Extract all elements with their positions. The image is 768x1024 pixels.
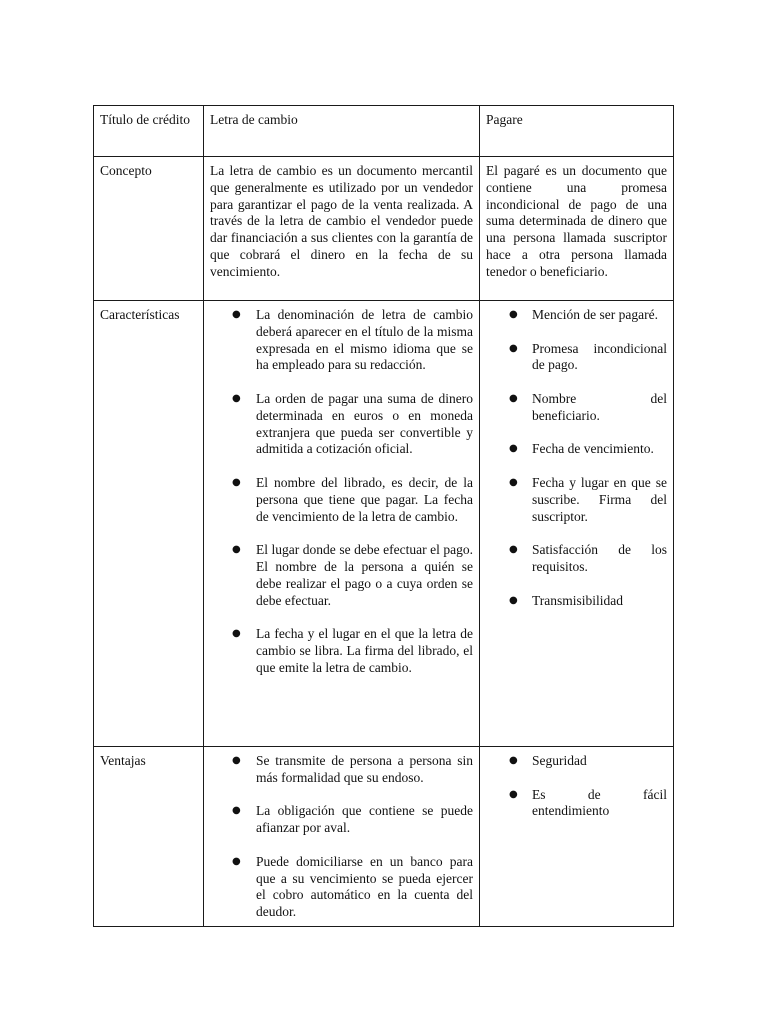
caracteristicas-pagare-cell: [480, 301, 674, 747]
row-label-ventajas: Ventajas: [94, 747, 204, 927]
list-item: ● La obligación que contiene se puede afianzar por aval.: [210, 803, 473, 837]
list-item: ● Nombre del beneficiario.: [486, 391, 667, 425]
row-label-concepto: Concepto: [94, 157, 204, 301]
list-item: ● Promesa incondicional de pago.: [486, 341, 667, 375]
list-item: ● La orden de pagar una suma de dinero determinada en euros o en moneda extranjera que pueda ser convertible y admitida a cotización oficial.: [210, 391, 473, 458]
comparison-table: [93, 105, 674, 927]
list-item: ● Seguridad: [486, 753, 667, 770]
list-item: ● Transmisibilidad: [486, 593, 667, 610]
row-label-caracteristicas: Características: [94, 301, 204, 747]
list-item: ● Es de fácil entendimiento: [486, 787, 667, 821]
list-item: ● Fecha de vencimiento.: [486, 441, 667, 458]
ventajas-pagare-list: [486, 753, 667, 820]
list-item: ● Se transmite de persona a persona sin más formalidad que su endoso.: [210, 753, 473, 787]
header-cell-letra: Letra de cambio: [204, 106, 480, 157]
row-ventajas: [94, 747, 674, 927]
header-cell-titulo: Título de crédito: [94, 106, 204, 157]
list-item: ● Puede domiciliarse en un banco para que a su vencimiento se pueda ejercer el cobro automático en la cuenta del deudor.: [210, 854, 473, 921]
list-item: ● Fecha y lugar en que se suscribe. Firma del suscriptor.: [486, 475, 667, 525]
caracteristicas-letra-cell: [204, 301, 480, 747]
list-item: ● La fecha y el lugar en el que la letra de cambio se libra. La firma del librado, el que emite la letra de cambio.: [210, 626, 473, 676]
caracteristicas-letra-list: [210, 307, 473, 677]
ventajas-letra-list: [210, 753, 473, 921]
row-caracteristicas: [94, 301, 674, 747]
header-cell-pagare: Pagare: [480, 106, 674, 157]
caracteristicas-pagare-list: [486, 307, 667, 609]
row-concepto: [94, 157, 674, 301]
concepto-letra-cell: La letra de cambio es un documento mercantil que generalmente es utilizado por un vendedor para garantizar el pago de la venta realizada. A través de la letra de cambio el vendedor puede dar financiación a sus clientes con la garantía de que cobrará el dinero en la fecha de su vencimiento.: [204, 157, 480, 301]
ventajas-pagare-cell: [480, 747, 674, 927]
list-item: ● El nombre del librado, es decir, de la persona que tiene que pagar. La fecha de vencimiento de la letra de cambio.: [210, 475, 473, 525]
concepto-pagare-cell: El pagaré es un documento que contiene una promesa incondicional de pago de una suma determinada de dinero que una persona llamada suscriptor hace a otra persona llamada tenedor o beneficiario.: [480, 157, 674, 301]
ventajas-letra-cell: [204, 747, 480, 927]
list-item: ● El lugar donde se debe efectuar el pago. El nombre de la persona a quién se debe realizar el pago o a cuya orden se debe efectuar.: [210, 542, 473, 609]
list-item: ● Mención de ser pagaré.: [486, 307, 667, 324]
list-item: ● Satisfacción de los requisitos.: [486, 542, 667, 576]
header-row: [94, 106, 674, 157]
list-item: ● La denominación de letra de cambio deberá aparecer en el título de la misma expresada en el mismo idioma que se ha empleado para su redacción.: [210, 307, 473, 374]
